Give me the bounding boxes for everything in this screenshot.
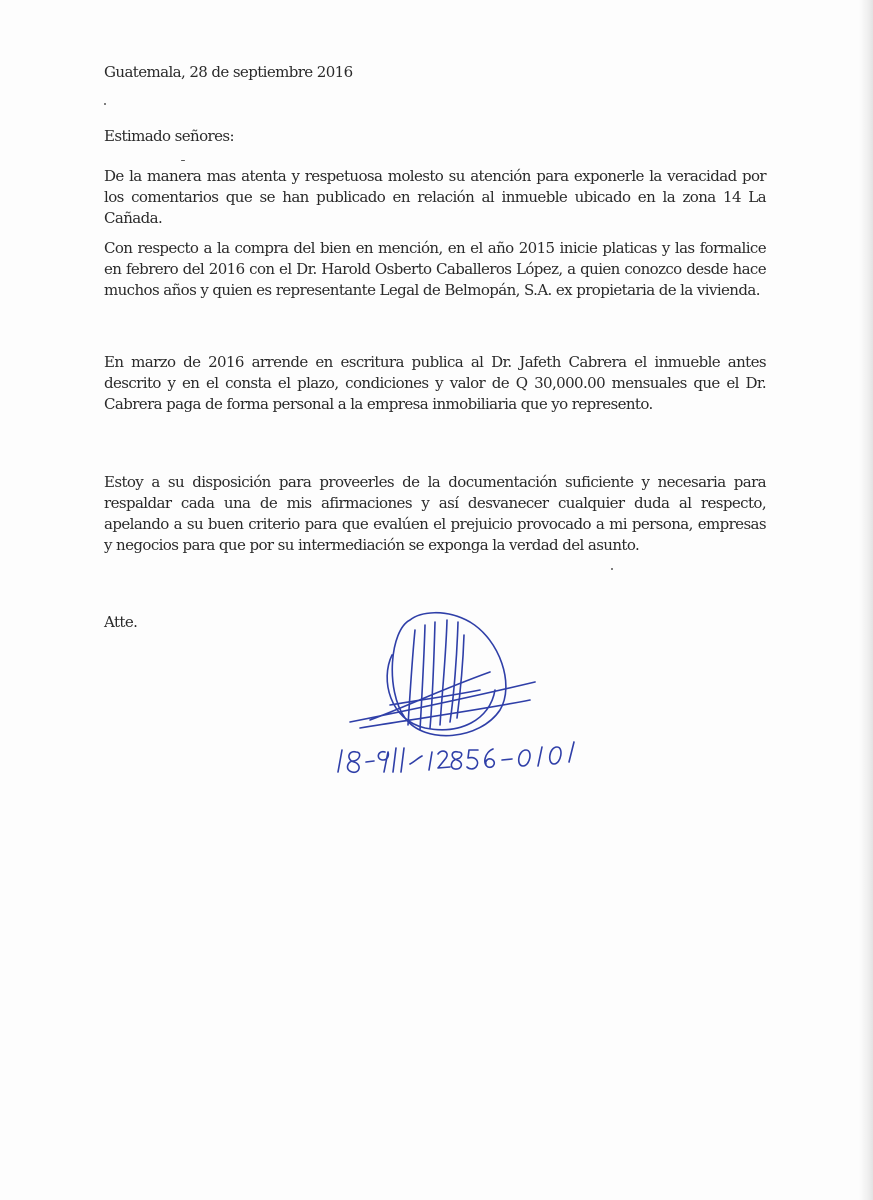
paragraph-4 [104,472,766,556]
paragraph-1-text: De la manera mas atenta y respetuosa molesto su atención para exponerle la veracidad por los comentarios que se han publicado en relación al inmueble ubicado en la zona 14 La Cañada. [104,167,766,227]
paragraph-2-text: Con respecto a la compra del bien en mención, en el año 2015 inicie platicas y las formalice en febrero del 2016 con el Dr. Harold Osberto Caballeros López, a quien conozco desde hace muchos años y quien es representante Legal de Belmopán, S.A. ex propietaria de la vivienda. [104,239,766,299]
paragraph-2 [104,238,766,301]
signature-drawing [330,600,630,790]
paragraph-3-text: En marzo de 2016 arrende en escritura publica al Dr. Jafeth Cabrera el inmueble antes descrito y en el consta el plazo, condiciones y valor de Q 30,000.00 mensuales que el Dr. Cabrera paga de forma personal a la empresa inmobiliaria que yo represento. [104,353,766,413]
handwritten-signature [330,600,630,790]
scan-speck [181,160,185,161]
paragraph-1 [104,166,766,229]
paragraph-3 [104,352,766,415]
scan-speck [611,568,613,570]
paragraph-4-text: Estoy a su disposición para proveerles de la documentación suficiente y necesaria para respaldar cada una de mis afirmaciones y así desvanecer cualquier duda al respecto, apelando a su buen criterio para que evalúen el prejuicio provocado a mi persona, empresas y negocios para que por su intermediación se exponga la verdad del asunto. [104,473,766,554]
place-date: Guatemala, 28 de septiembre 2016 [104,63,353,81]
scan-speck [104,103,106,105]
salutation: Estimado señores: [104,127,234,145]
page-edge-shadow [859,0,873,1200]
closing: Atte. [104,613,138,631]
